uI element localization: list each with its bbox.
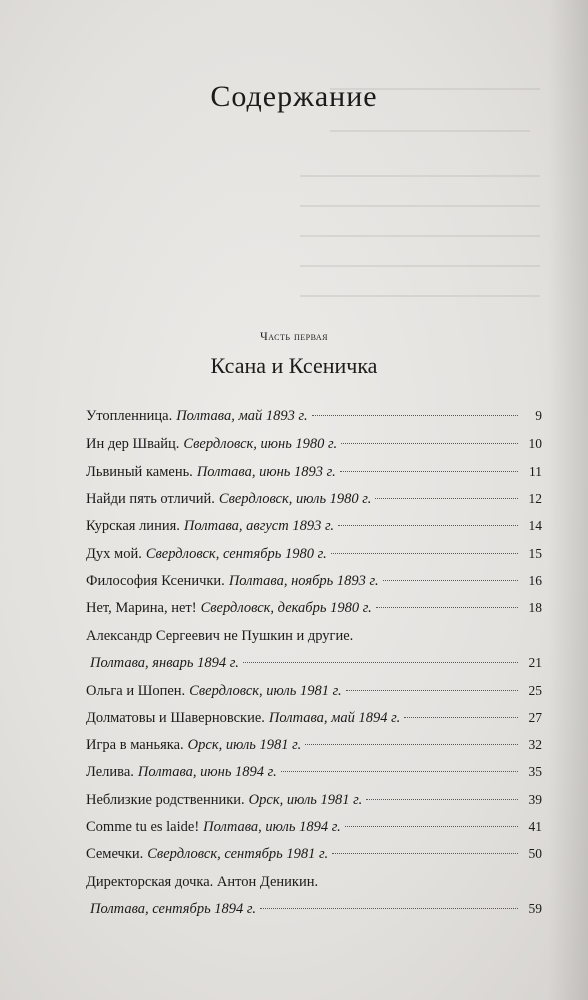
entry-page: 21 <box>528 655 542 670</box>
entry-title: Ин дер Швайц. <box>86 436 180 452</box>
toc-entry[interactable] <box>86 408 542 434</box>
part-label: Часть первая <box>259 329 329 343</box>
entry-place: Свердловск, июнь 1980 г. <box>183 436 338 452</box>
leader-dots <box>366 799 518 800</box>
entry-page: 27 <box>528 710 542 725</box>
entry-title: Игра в маньяка. <box>86 737 184 753</box>
entry-place: Свердловск, декабрь 1980 г. <box>200 600 372 616</box>
entry-title: Директорская дочка. Антон Деникин. <box>86 874 319 890</box>
toc-entry[interactable] <box>86 491 542 517</box>
entry-place: Орск, июль 1981 г. <box>248 792 363 808</box>
entry-place: Свердловск, сентябрь 1981 г. <box>147 846 329 862</box>
toc-entry-continuation[interactable] <box>86 655 542 681</box>
entry-place: Полтава, январь 1894 г. <box>90 655 239 671</box>
leader-dots <box>376 607 518 608</box>
toc-entry[interactable] <box>86 710 542 736</box>
toc-entry[interactable] <box>86 573 542 599</box>
toc-entry[interactable] <box>86 546 542 572</box>
toc-entry-continuation[interactable] <box>86 901 542 927</box>
leader-dots <box>340 471 518 472</box>
entry-page: 39 <box>528 792 542 807</box>
leader-dots <box>345 826 518 827</box>
entry-page: 59 <box>528 901 542 916</box>
toc-entry[interactable] <box>86 737 542 763</box>
toc-entry[interactable] <box>86 764 542 790</box>
entry-title: Курская линия. <box>86 518 180 534</box>
page-title: Содержание <box>210 80 378 113</box>
entry-place: Орск, июль 1981 г. <box>187 737 302 753</box>
entry-title: Лелива. <box>86 764 134 780</box>
leader-dots <box>346 690 518 691</box>
leader-dots <box>338 525 518 526</box>
leader-dots <box>383 580 518 581</box>
entry-title: Философия Ксенички. <box>86 573 225 589</box>
toc-entry[interactable] <box>86 683 542 709</box>
entry-page: 11 <box>529 464 542 479</box>
entry-title: Александр Сергеевич не Пушкин и другие. <box>86 628 354 644</box>
entry-place: Свердловск, июль 1981 г. <box>189 683 342 699</box>
entry-page: 15 <box>528 546 542 561</box>
entry-page: 9 <box>535 408 542 423</box>
leader-dots <box>332 853 518 854</box>
leader-dots <box>243 662 518 663</box>
entry-title: Долматовы и Шаверновские. <box>86 710 265 726</box>
entry-place: Свердловск, сентябрь 1980 г. <box>145 546 327 562</box>
entry-title: Ольга и Шопен. <box>86 683 186 699</box>
toc-entry[interactable] <box>86 628 542 654</box>
entry-page: 35 <box>528 764 542 779</box>
entry-page: 50 <box>528 846 542 861</box>
entry-place: Полтава, май 1893 г. <box>176 408 308 424</box>
entry-title: Утопленница. <box>86 408 173 424</box>
entry-title: Неблизкие родственники. <box>86 792 245 808</box>
toc-entry[interactable] <box>86 436 542 462</box>
entry-place: Полтава, май 1894 г. <box>268 710 401 726</box>
leader-dots <box>341 443 518 444</box>
page-shadow <box>548 0 588 1000</box>
entry-page: 41 <box>528 819 542 834</box>
toc-entry[interactable] <box>86 874 542 900</box>
entry-place: Полтава, ноябрь 1893 г. <box>228 573 379 589</box>
toc-entry[interactable] <box>86 464 542 490</box>
toc-entry[interactable] <box>86 792 542 818</box>
entry-place: Полтава, июнь 1894 г. <box>137 764 277 780</box>
entry-page: 12 <box>528 491 542 506</box>
leader-dots <box>331 553 518 554</box>
entry-page: 18 <box>528 600 542 615</box>
leader-dots <box>312 415 518 416</box>
entry-place: Свердловск, июль 1980 г. <box>218 491 372 507</box>
entry-page: 32 <box>528 737 542 752</box>
entry-page: 25 <box>528 683 542 698</box>
entry-place: Полтава, август 1893 г. <box>183 518 335 534</box>
leader-dots <box>305 744 518 745</box>
toc-entry[interactable] <box>86 600 542 626</box>
entry-title: Львиный камень. <box>86 464 193 480</box>
entry-place: Полтава, июнь 1893 г. <box>196 464 336 480</box>
entry-page: 14 <box>528 518 542 533</box>
entry-title: Нет, Марина, нет! <box>86 600 197 616</box>
entry-page: 16 <box>528 573 542 588</box>
toc-entry[interactable] <box>86 846 542 872</box>
toc-entry[interactable] <box>86 518 542 544</box>
entry-page: 10 <box>528 436 542 451</box>
entry-title: Дух мой. <box>86 546 142 562</box>
section-title: Ксана и Ксеничка <box>210 353 378 378</box>
leader-dots <box>260 908 518 909</box>
entry-place: Полтава, сентябрь 1894 г. <box>90 901 257 917</box>
entry-title: Найди пять отличий. <box>86 491 215 507</box>
entry-place: Полтава, июль 1894 г. <box>203 819 341 835</box>
entry-title: Семечки. <box>86 846 144 862</box>
leader-dots <box>281 771 518 772</box>
entry-title: Comme tu es laide! <box>86 819 200 835</box>
leader-dots <box>375 498 518 499</box>
leader-dots <box>404 717 518 718</box>
toc-entry[interactable] <box>86 819 542 845</box>
